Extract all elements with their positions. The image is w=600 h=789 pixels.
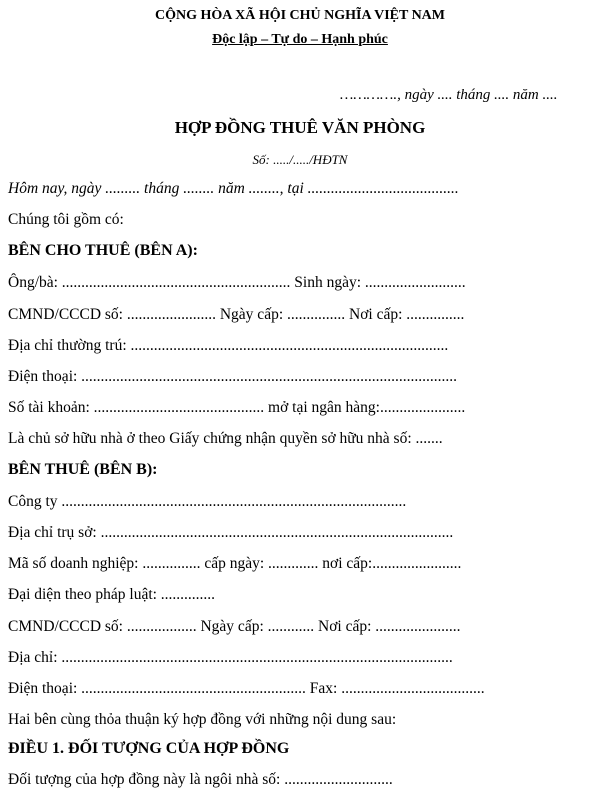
party-a-phone: Điện thoại: .................................................................................................	[8, 368, 458, 385]
intro-we-are: Chúng tôi gồm có:	[8, 211, 124, 228]
contract-number: Số: ...../...../HĐTN	[252, 152, 348, 167]
party-a-address: Địa chỉ thường trú: ..................................................................................	[8, 337, 449, 354]
party-a-name: Ông/bà: ........................................................... Sinh ngày: ..........................	[8, 274, 466, 291]
party-b-phone-fax: Điện thoại: .......................................................... Fax: .....................................	[8, 680, 485, 697]
party-b-heading: BÊN THUÊ (BÊN B):	[8, 461, 158, 478]
party-b-address: Địa chỉ trụ sở: ...........................................................................................	[8, 524, 454, 541]
national-title: CỘNG HÒA XÃ HỘI CHỦ NGHĨA VIỆT NAM	[154, 8, 445, 23]
party-b-company: Công ty .........................................................................................	[8, 493, 407, 510]
intro-date-line: Hôm nay, ngày ......... tháng ........ năm ........, tại .......................................	[8, 180, 459, 197]
party-b-id: CMND/CCCD số: .................. Ngày cấp: ............ Nơi cấp: ......................	[8, 618, 461, 635]
party-b-representative: Đại diện theo pháp luật: ..............	[8, 586, 216, 603]
contract-title: HỢP ĐỒNG THUÊ VĂN PHÒNG	[174, 118, 426, 137]
party-b-tax-code: Mã số doanh nghiệp: ............... cấp ngày: ............. nơi cấp:.......................	[8, 555, 462, 572]
party-a-owner: Là chủ sở hữu nhà ở theo Giấy chứng nhận quyền sở hữu nhà số: .......	[8, 430, 443, 447]
party-b-address-2: Địa chỉ: .....................................................................................................	[8, 649, 453, 666]
agreement-line: Hai bên cùng thỏa thuận ký hợp đồng với những nội dung sau:	[8, 711, 397, 728]
party-a-account: Số tài khoản: ............................................ mở tại ngân hàng:......................	[8, 399, 466, 416]
party-a-heading: BÊN CHO THUÊ (BÊN A):	[8, 242, 198, 259]
national-motto: Độc lập – Tự do – Hạnh phúc	[212, 32, 388, 47]
place-date-line: …………., ngày .... tháng .... năm ....	[340, 87, 558, 103]
article-1-heading: ĐIỀU 1. ĐỐI TƯỢNG CỦA HỢP ĐỒNG	[8, 740, 290, 757]
article-1-text: Đối tượng của hợp đồng này là ngôi nhà số: ............................	[8, 771, 393, 788]
party-a-id: CMND/CCCD số: ....................... Ngày cấp: ............... Nơi cấp: ...............	[8, 306, 465, 323]
